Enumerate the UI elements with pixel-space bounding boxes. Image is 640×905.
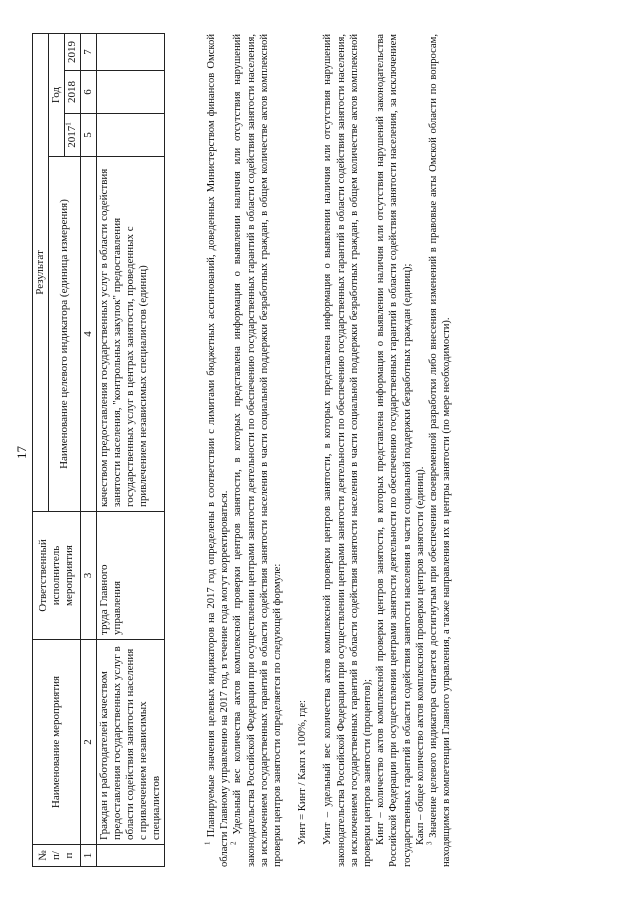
column-number-row [81,34,97,867]
footnotes [205,34,453,867]
formula: Уинт = Кинт / Какп х 100%, где: [297,700,309,845]
header-name: Наименование мероприятия [33,640,81,845]
header-indicator: Наименование целевого индикатора (единица измерения) [49,157,81,512]
indicator-table [32,33,165,867]
footnote-3 [427,34,453,867]
header-2017-sup: 1 [64,122,73,126]
header-2018: 2018 [65,71,81,114]
kint-definition: Кинт – количество актов комплексной проверки центров занятости, в которых представлена информация о выявлении наличия или отсутствия нарушений законодательства Российской Федерации при осуществлении центрами занятости деятельности по обеспечению государственных гарантий в области содействия занятости населения, за исключением государственных гарантий в области содействия занятости населения в части социальной поддержки безработных граждан (единиц); [375,34,413,867]
table-header-row [33,34,49,867]
row-2018 [97,71,165,114]
header-year: Год [49,34,65,157]
header-num: № п/п [33,845,81,867]
table-row [97,34,165,867]
footnote-3-mark: 3 [425,841,434,845]
header-2019: 2019 [65,34,81,71]
page-number: 17 [14,446,29,459]
footnote-2-text: Удельный вес количества актов комплексной проверки центров занятости, в которых представлена информация о выявлении наличия или отсутствия нарушений законодательства Российской Федерации при осуществлении центрами занятости деятельности по обеспечению государственных гарантий в области содействия занятости населения, за исключением государственных гарантий в области содействия занятости населения в части социальной поддержки безработных граждан, в общем количестве актов комплексной проверки центров занятости определяется по следующей формуле: [232,34,284,867]
colnum: 5 [81,114,97,157]
row-name: Граждан и работодателей качеством предоставления государственных услуг в области содействия занятости населения с привлечением независимых специалистов [97,640,165,845]
header-2017 [65,114,81,157]
row-2019 [97,34,165,71]
footnote-3-text: Значение целевого индикатора считается достигнутым при обеспечении своевременной разработки либо внесения изменений в правовые акты Омской области по вопросам, находящимся в компетенции Главного управления, а также направления их в центры занятости (по мере необходимости). [428,34,453,867]
header-exec: Ответственный исполнитель мероприятия [33,512,81,640]
colnum: 2 [81,640,97,845]
row-indicator: качеством предоставления государственных услуг в области содействия занятости населения, "контрольных закупок" предоставления государственных услуг в центрах занятости, проведенных с привлечением независимых специалистов (единиц) [97,157,165,512]
colnum: 6 [81,71,97,114]
kakp-definition: Какп – общее количество актов комплексной проверки центров занятости (единиц). [414,466,426,845]
footnote-1 [205,34,231,867]
colnum: 7 [81,34,97,71]
row-exec: труда Главного управления [97,512,165,640]
row-num [97,845,165,867]
header-result: Результат [33,34,49,512]
colnum: 3 [81,512,97,640]
colnum: 4 [81,157,97,512]
row-2017 [97,114,165,157]
footnote-2 [231,34,284,867]
header-2017-text: 2017 [66,125,78,148]
uint-definition: Уинт – удельный вес количества актов комплексной проверки центров занятости, в которых представлена информация о выявлении наличия или отсутствия нарушений законодательства Российской Федерации при осуществлении центрами занятости деятельности по обеспечению государственных гарантий в области содействия занятости населения, за исключением государственных гарантий в области содействия занятости населения в части социальной поддержки безработных граждан, в общем количестве актов комплексной проверки центров занятости (процентов); [322,34,374,867]
footnote-2-mark: 2 [229,841,238,845]
footnote-1-text: Планируемые значения целевых индикаторов на 2017 год определены в соответствии с лимитами бюджетных ассигнований, доведенных Министерством финансов Омской области Главному управлению на 2017 год, в течение года могут корректироваться. [206,34,231,867]
footnote-1-mark: 1 [203,841,212,845]
colnum: 1 [81,845,97,867]
